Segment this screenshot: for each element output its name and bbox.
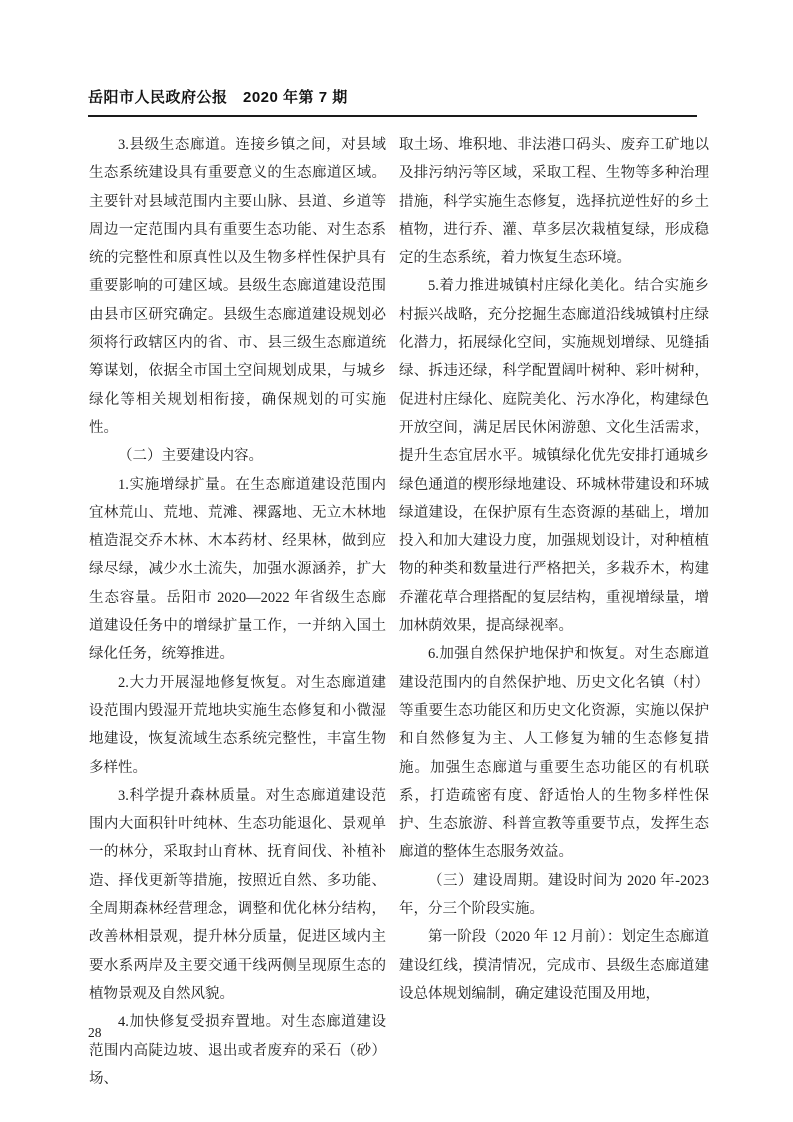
header-divider-line <box>88 115 697 117</box>
body-paragraph-continuation: 取土场、堆积地、非法港口码头、废弃工矿地以及排污纳污等区域，采取工程、生物等多种治理措施，科学实施生态修复，选择抗逆性好的乡土植物，进行乔、灌、草多层次栽植复绿，形成稳定的生态系统，着力恢复生态环境。 <box>399 137 709 267</box>
body-paragraph: 4.加快修复受损弃置地。对生态廊道建设范围内高陡边坡、退出或者废弃的采石（砂）场、 <box>89 1014 386 1087</box>
body-paragraph: 3.科学提升森林质量。对生态廊道建设范围内大面积针叶纯林、生态功能退化、景观单一的林分，采取封山育林、抚育间伐、补植补造、择伐更新等措施，按照近自然、多功能、全周期森林经营理念，调整和优化林分结构，改善林相景观，提升林分质量，促进区域内主要水系两岸及主要交通干线两侧呈现原生态的植物景观及自然风貌。 <box>89 787 386 1002</box>
body-paragraph: 1.实施增绿扩量。在生态廊道建设范围内宜林荒山、荒地、荒滩、裸露地、无立木林地植造混交乔木林、木本药材、经果林，做到应绿尽绿，减少水土流失，加强水源涵养，扩大生态容量。岳阳市 2020—2022 年省级生态廊道建设任务中的增绿扩量工作，一并纳入国土绿化任务，统筹推进。 <box>89 476 386 663</box>
body-paragraph: 5.着力推进城镇村庄绿化美化。结合实施乡村振兴战略，充分挖掘生态廊道沿线城镇村庄绿化潜力，拓展绿化空间，实施规划增绿、见缝插绿、拆违还绿，科学配置阔叶树种、彩叶树种，促进村庄绿化、庭院美化、污水净化，构建绿色开放空间，满足居民休闲游憩、文化生活需求，提升生态宜居水平。城镇绿化优先安排打通城乡绿色通道的楔形绿地建设、环城林带建设和环城绿道建设，在保护原有生态资源的基础上，增加投入和加大建设力度，加强规划设计，对种植植物的种类和数量进行严格把关，多栽乔木，构建乔灌花草合理搭配的复层结构，重视增绿量，增加林荫效果，提高绿视率。 <box>399 278 709 635</box>
left-text-column <box>89 131 386 1093</box>
page-number: 28 <box>88 1025 102 1040</box>
right-text-column <box>399 131 709 1008</box>
section-heading-paragraph: （二）主要建设内容。 <box>118 448 263 465</box>
body-paragraph: 3.县级生态廊道。连接乡镇之间，对县域生态系统建设具有重要意义的生态廊道区域。主要针对县域范围内主要山脉、县道、乡道等周边一定范围内具有重要生态功能、对生态系统的完整性和原真性以及生物多样性保护具有重要影响的可建区域。县级生态廊道建设范围由县市区研究确定。县级生态廊道建设规划必须将行政辖区内的省、市、县三级生态廊道统筹谋划，依据全市国土空间规划成果，与城乡绿化等相关规划相衔接，确保规划的可实施性。 <box>89 137 386 436</box>
body-paragraph: 第一阶段（2020 年 12 月前）：划定生态廊道建设红线，摸清情况，完成市、县级生态廊道建设总体规划编制，确定建设范围及用地， <box>399 929 709 1002</box>
page-header-title: 岳阳市人民政府公报 2020 年第 7 期 <box>88 89 348 106</box>
body-paragraph: 2.大力开展湿地修复恢复。对生态廊道建设范围内毁湿开荒地块实施生态修复和小微湿地建设，恢复流域生态系统完整性，丰富生物多样性。 <box>89 674 386 776</box>
section-heading-paragraph: （三）建设周期。建设时间为 2020 年-2023 年，分三个阶段实施。 <box>399 872 709 918</box>
body-paragraph: 6.加强自然保护地保护和恢复。对生态廊道建设范围内的自然保护地、历史文化名镇（村）等重要生态功能区和历史文化资源，实施以保护和自然修复为主、人工修复为辅的生态修复措施。加强生态廊道与重要生态功能区的有机联系，打造疏密有度、舒适怡人的生物多样性保护、生态旅游、科普宣教等重要节点，发挥生态廊道的整体生态服务效益。 <box>399 646 709 861</box>
